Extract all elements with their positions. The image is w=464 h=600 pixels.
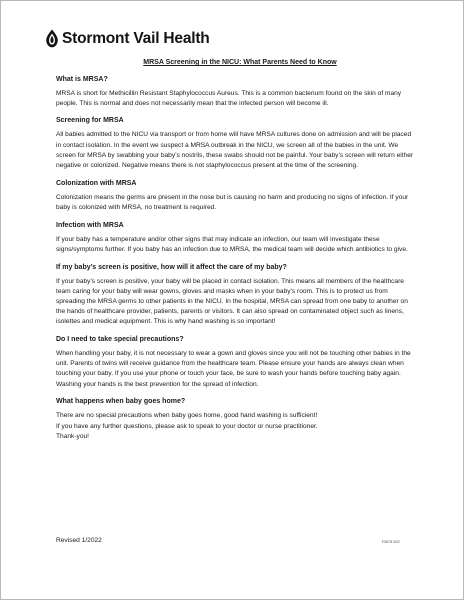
document-section bbox=[56, 75, 416, 109]
sections-container bbox=[56, 75, 416, 390]
closing-line: There are no special precautions when baby goes home, good hand washing is sufficient! bbox=[56, 412, 318, 420]
document-section bbox=[56, 116, 416, 171]
document-title: MRSA Screening in the NICU: What Parents Need to Know bbox=[143, 59, 337, 66]
section-paragraph: If your baby’s screen is positive, your baby will be placed in contact isolation. This means all members of the healthcare team caring for your baby will wear gowns, gloves and masks when in your baby’s room. This is to protect us from spreading the MRSA germs to other patients in the NICU. In the hospital, MRSA can spread from one baby to another on the hands of healthcare provider, patients, parents or visitors. It can also spread on contaminated object such as linens, isolettes and medical equipment. This is why hand washing is so important! bbox=[56, 277, 408, 326]
form-code: F0678 3/22 bbox=[382, 540, 400, 544]
section-heading: Do I need to take special precautions? bbox=[56, 336, 184, 344]
document-section bbox=[56, 335, 416, 390]
section-heading: What is MRSA? bbox=[56, 75, 108, 83]
section-paragraph: MRSA is short for Methicillin Resistant Staphylococcus Aureus. This is a common bacterium found on the skin of many people. This is normal and does not necessarily mean that the infected person will become ill. bbox=[56, 89, 402, 107]
closing-line: If you have any further questions, please ask to speak to your doctor or nurse practitioner. bbox=[56, 422, 318, 430]
document-section bbox=[56, 221, 416, 255]
section-heading: Infection with MRSA bbox=[56, 221, 124, 229]
document-body bbox=[56, 58, 416, 442]
section-heading: Colonization with MRSA bbox=[56, 179, 137, 187]
document-section bbox=[56, 179, 416, 213]
section-heading: If my baby’s screen is positive, how will it affect the care of my baby? bbox=[56, 263, 287, 271]
section-heading: What happens when baby goes home? bbox=[56, 398, 186, 406]
section-paragraph: If your baby has a temperature and/or other signs that may indicate an infection, our team will investigate these signs/symptoms further. If you baby has an infection due to MRSA, the medical team will decide which antibiotics to give. bbox=[56, 235, 408, 253]
leaf-drop-icon bbox=[45, 29, 59, 48]
brand-name: Stormont Vail Health bbox=[62, 29, 210, 47]
document-section bbox=[56, 263, 416, 328]
closing-line: Thank-you! bbox=[56, 432, 89, 440]
section-paragraph: Colonization means the germs are present in the nose but is causing no harm and producing no signs of infection. If your baby is colonized with MRSA, no treatment is required. bbox=[56, 193, 409, 211]
closing-text bbox=[56, 411, 416, 442]
brand-logo bbox=[45, 29, 210, 48]
section-heading: Screening for MRSA bbox=[56, 117, 124, 125]
section-paragraph: All babies admitted to the NICU via transport or from home will have MRSA cultures done on admission and will be placed in contact isolation. In the event we suspect a MRSA outbreak in the NICU, we screen all of the babies in the unit. We screen for MRSA by swabbing your baby’s nostrils, these swabs should not be painful. Your baby’s screen will return either negative or colonized. Negative means there is not staphylococcus present at the time of the screening. bbox=[56, 131, 414, 170]
section-paragraph: When handling your baby, it is not necessary to wear a gown and gloves since you will not be touching other babies in the unit. Parents of twins will receive guidance from the healthcare team. Please ensure your hands are always clean when touching your baby. If you use your phone or touch your face, be sure to wash your hands before touching baby again. Washing your hands is the best prevention for the spread of infection. bbox=[56, 350, 411, 388]
section-going-home bbox=[56, 397, 416, 442]
revision-date: Revised 1/2022 bbox=[56, 537, 102, 544]
